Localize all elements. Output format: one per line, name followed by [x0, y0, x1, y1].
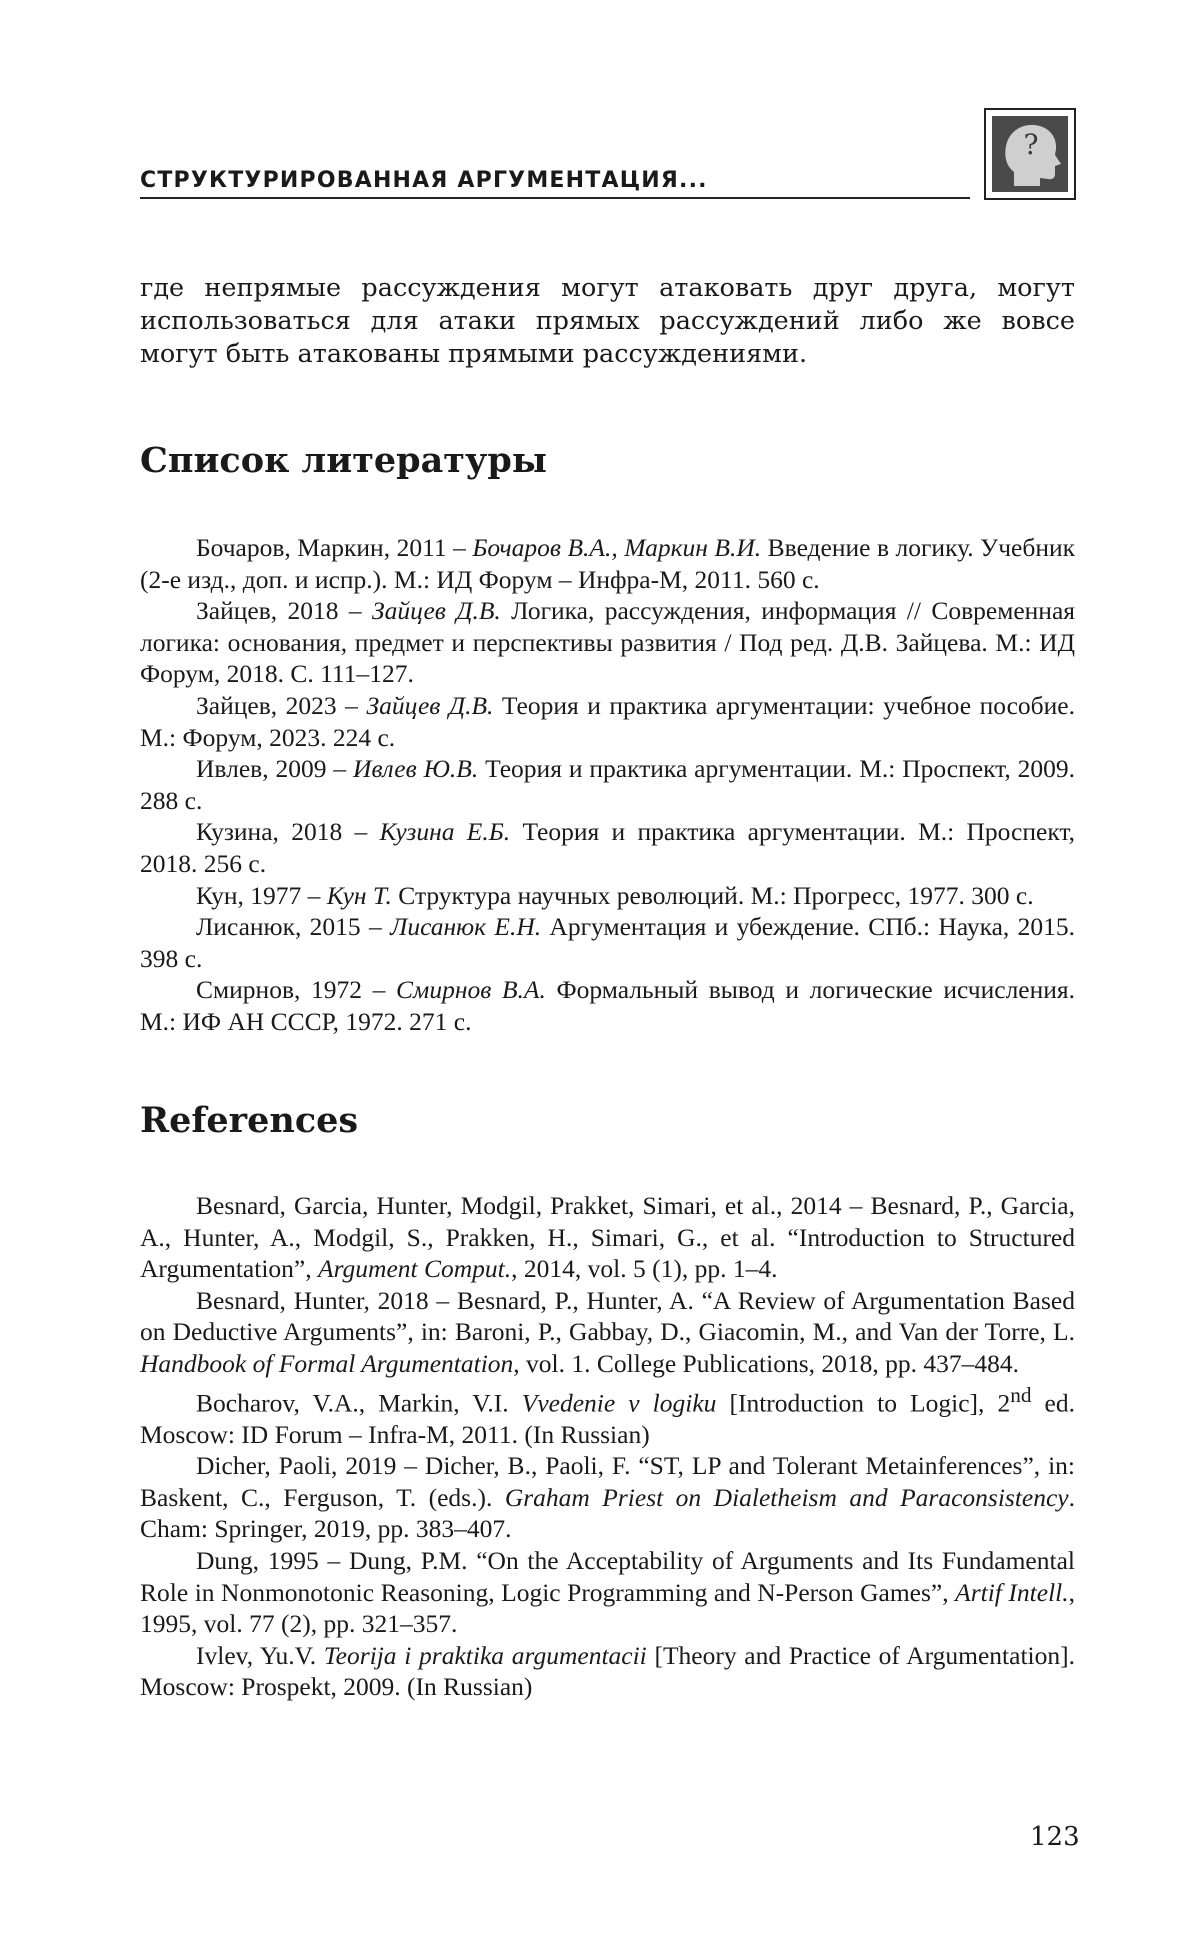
reference-title: Teorija i praktika argumentacii: [323, 1640, 647, 1670]
reference-key: Лисанюк, 2015 –: [196, 912, 391, 942]
reference-author: Лисанюк Е.Н.: [390, 912, 542, 942]
reference-item: [140, 1545, 1075, 1640]
reference-author: Зайцев Д.В.: [366, 690, 494, 720]
en-references-list: [140, 1190, 1075, 1703]
reference-title: Graham Priest on Dialetheism and Paraconsistency: [504, 1482, 1069, 1512]
journal-logo: [984, 108, 1076, 200]
reference-item: [140, 753, 1075, 816]
reference-details: , 2014, vol. 5 (1), pp. 1–4.: [511, 1254, 778, 1284]
reference-key: Смирнов, 1972 –: [196, 975, 397, 1005]
reference-title: Handbook of Formal Argumentation: [140, 1348, 514, 1378]
reference-details: . Cham: Springer, 2019, pp. 383–407.: [140, 1482, 1075, 1544]
reference-key: Кун, 1977 –: [196, 880, 327, 910]
reference-key: Зайцев, 2018 –: [196, 596, 372, 626]
reference-details: Структура научных революций. М.: Прогресс, 1977. 300 с.: [391, 880, 1034, 910]
reference-key: Ивлев, 2009 –: [196, 754, 354, 784]
reference-item: [140, 1640, 1075, 1703]
reference-title: Artif Intell.: [955, 1577, 1069, 1607]
reference-item: [140, 816, 1075, 879]
reference-author: Ивлев Ю.В.: [353, 754, 479, 784]
reference-details: Формальный вывод и логические исчисления. М.: ИФ АН СССР, 1972. 271 с.: [140, 975, 1076, 1036]
reference-details: Теория и практика аргументации. М.: Проспект, 2018. 256 с.: [140, 817, 1075, 878]
reference-author: Зайцев Д.В.: [371, 596, 501, 626]
reference-item: [140, 1285, 1075, 1380]
reference-details: Теория и практика аргументации. М.: Проспект, 2009. 288 с.: [140, 754, 1076, 815]
reference-author: Смирнов В.А.: [396, 975, 546, 1005]
reference-item: [140, 1380, 1075, 1451]
reference-text: Dung, 1995 – Dung, P.M. “On the Acceptability of Arguments and Its Fundamental Role in Nonmonotonic Reasoning, Logic Programming and N-Person Games”,: [140, 1546, 1075, 1607]
reference-item: [140, 1190, 1075, 1285]
running-title: СТРУКТУРИРОВАННАЯ АРГУМЕНТАЦИЯ...: [140, 168, 708, 193]
reference-title: Argument Comput.: [318, 1254, 512, 1284]
reference-details: Аргументация и убеждение. СПб.: Наука, 2015. 398 с.: [140, 912, 1075, 973]
reference-key: Кузина, 2018 –: [196, 817, 380, 847]
reference-text: Besnard, Garcia, Hunter, Modgil, Prakket, Simari, et al., 2014 – Besnard, P., Garcia, A., Hunter, A., Modgil, S., Prakken, H., Simari, G., et al. “Introduction to Structured Argumentation”,: [140, 1191, 1075, 1284]
reference-author: Бочаров В.А., Маркин В.И.: [472, 533, 762, 562]
reference-key: Бочаров, Маркин, 2011 –: [196, 533, 473, 562]
reference-text: Dicher, Paoli, 2019 – Dicher, B., Paoli, F. “ST, LP and Tolerant Metainferences”, in: Baskent, C., Ferguson, T. (eds.).: [140, 1451, 1075, 1512]
reference-text: Bocharov, V.A., Markin, V.I.: [196, 1388, 522, 1418]
reference-details: [Introduction to Logic], 2: [716, 1388, 1011, 1418]
reference-text: Ivlev, Yu.V.: [196, 1640, 324, 1670]
reference-superscript: nd: [1010, 1382, 1032, 1407]
head-profile-question-icon: [992, 116, 1068, 192]
reference-item: [140, 880, 1075, 912]
reference-title: Vvedenie v logiku: [521, 1388, 717, 1418]
reference-details: Логика, рассуждения, информация // Современная логика: основания, предмет и перспективы развития / Под ред. Д.В. Зайцева. М.: ИД Форум, 2018. С. 111–127.: [140, 596, 1075, 689]
reference-key: Зайцев, 2023 –: [196, 690, 367, 720]
reference-author: Кузина Е.Б.: [379, 817, 511, 847]
page-number: 123: [1030, 1822, 1080, 1852]
reference-item: [140, 690, 1075, 753]
reference-details: [Theory and Practice of Argumentation]. Moscow: Prospekt, 2009. (In Russian): [140, 1640, 1075, 1702]
reference-author: Кун Т.: [326, 880, 392, 910]
reference-item: [140, 911, 1075, 974]
reference-details: , vol. 1. College Publications, 2018, pp. 437–484.: [513, 1348, 1020, 1378]
reference-item: [140, 532, 1075, 595]
running-header: [140, 168, 970, 199]
svg-text:?: ?: [1023, 128, 1039, 161]
en-references-heading: References: [140, 1100, 359, 1141]
reference-text: Besnard, Hunter, 2018 – Besnard, P., Hunter, A. “A Review of Argumentation Based on Deductive Arguments”, in: Baroni, P., Gabbay, D., Giacomin, M., and Van der Torre, L.: [140, 1285, 1075, 1347]
reference-item: [140, 1450, 1075, 1545]
head-question-icon: [992, 116, 1068, 192]
reference-details: Введение в логику. Учебник (2-е изд., доп. и испр.). М.: ИД Форум – Инфра-М, 2011. 560 с.: [140, 533, 1076, 594]
reference-item: [140, 595, 1075, 690]
reference-details: , 1995, vol. 77 (2), pp. 321–357.: [140, 1577, 1075, 1639]
reference-details: Теория и практика аргументации: учебное пособие. М.: Форум, 2023. 224 с.: [140, 690, 1075, 752]
reference-item: [140, 974, 1075, 1037]
reference-details-end: ed. Moscow: ID Forum – Infra-M, 2011. (In Russian): [140, 1388, 1075, 1449]
ru-references-heading: Список литературы: [140, 440, 547, 481]
intro-paragraph: где непрямые рассуждения могут атаковать друг друга, могут использоваться для атаки прямых рассуждений либо же вовсе могут быть атакованы прямыми рассуждениями.: [140, 273, 1075, 369]
ru-references-list: [140, 532, 1075, 1038]
